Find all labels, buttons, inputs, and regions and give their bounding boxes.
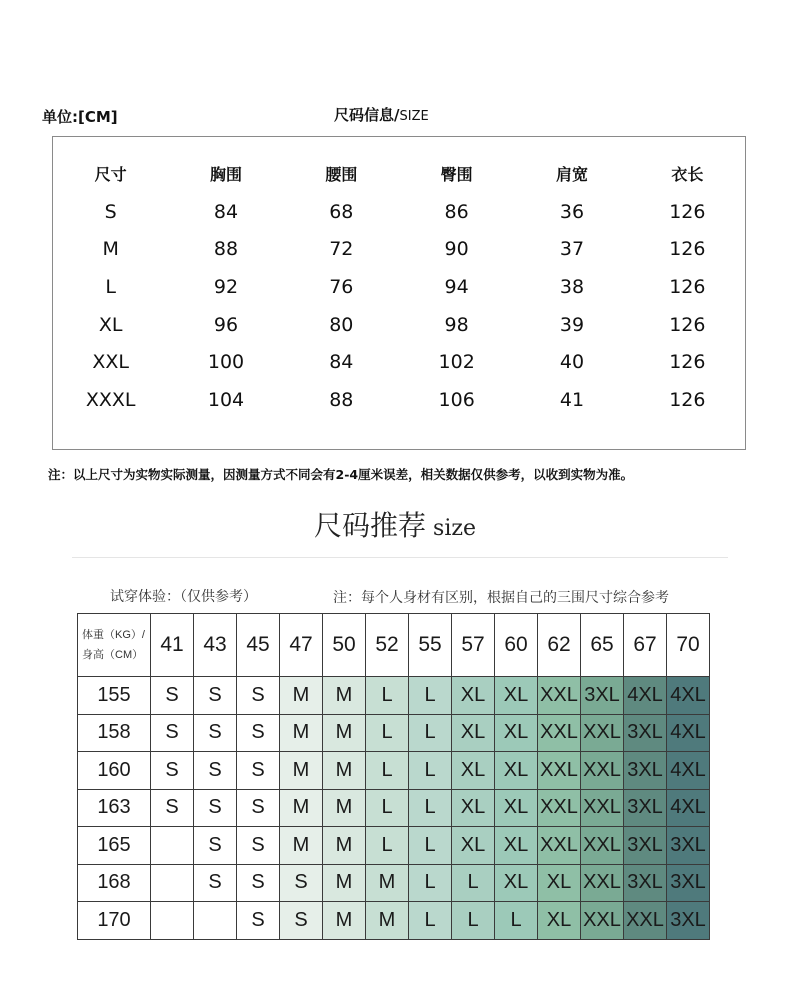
recommended-size-cell: XL: [452, 677, 495, 715]
recommended-size-cell: L: [409, 864, 452, 902]
recommendation-title-en: size: [426, 516, 476, 541]
recommended-size-cell: XL: [538, 902, 581, 940]
size-cell-size: M: [102, 238, 119, 261]
recommended-size-cell: XL: [495, 864, 538, 902]
recommended-size-cell: S: [151, 752, 194, 790]
height-cell: 160: [78, 752, 151, 790]
recommended-size-cell: S: [237, 902, 280, 940]
recommendation-title-cn: 尺码推荐: [314, 509, 427, 542]
weight-header-cell: 52: [366, 614, 409, 677]
height-cell: 163: [78, 789, 151, 827]
recommended-size-cell: M: [323, 677, 366, 715]
size-cell-waist: 80: [329, 313, 354, 336]
recommended-size-cell: S: [194, 789, 237, 827]
recommended-size-cell: L: [366, 789, 409, 827]
recommended-size-cell: 3XL: [667, 827, 710, 865]
size-cell-bust: 92: [213, 275, 239, 298]
recommended-size-cell: [151, 864, 194, 902]
weight-header-cell: 67: [624, 614, 667, 677]
recommended-size-cell: 3XL: [667, 864, 710, 902]
unit-label: 单位:[CM]: [42, 108, 118, 126]
size-chart-header-row: [53, 137, 745, 193]
recommended-size-cell: S: [194, 827, 237, 865]
recommended-size-cell: XL: [495, 714, 538, 752]
size-chart-table: [53, 137, 745, 419]
recommended-size-cell: XXL: [624, 902, 667, 940]
recommended-size-cell: XXL: [581, 864, 624, 902]
size-cell-bust: 84: [213, 200, 239, 223]
recommended-size-cell: [194, 902, 237, 940]
size-cell-waist: 72: [329, 238, 354, 261]
size-chart-row: [53, 306, 745, 344]
header-cell-bust: 胸围: [209, 164, 242, 184]
recommended-size-cell: M: [323, 789, 366, 827]
recommended-size-cell: M: [366, 902, 409, 940]
recommended-size-cell: XXL: [538, 752, 581, 790]
height-cell: 158: [78, 714, 151, 752]
recommended-size-cell: XL: [452, 789, 495, 827]
header-cell-hip: 臀围: [440, 164, 473, 184]
recommended-size-cell: 4XL: [667, 789, 710, 827]
recommended-size-cell: 3XL: [624, 789, 667, 827]
size-cell-hip: 106: [438, 388, 475, 411]
recommended-size-cell: 3XL: [624, 752, 667, 790]
recommended-size-cell: XL: [495, 752, 538, 790]
header-cell-length: 衣长: [671, 164, 704, 184]
measurement-note: 注：以上尺寸为实物实际测量，因测量方式不同会有2-4厘米误差，相关数据仅供参考，以收到实物为准。: [48, 467, 634, 482]
height-row: [78, 902, 710, 940]
weight-header-cell: 41: [151, 614, 194, 677]
recommended-size-cell: 3XL: [624, 864, 667, 902]
recommended-size-cell: M: [280, 714, 323, 752]
recommended-size-cell: XXL: [538, 827, 581, 865]
recommended-size-cell: L: [409, 714, 452, 752]
recommended-size-cell: S: [194, 677, 237, 715]
recommended-size-cell: M: [323, 827, 366, 865]
weight-header-cell: 43: [194, 614, 237, 677]
size-info-title: [334, 104, 429, 125]
corner-cell: [78, 614, 151, 677]
size-chart-row: [53, 268, 745, 306]
size-cell-hip: 94: [444, 275, 469, 298]
recommended-size-cell: L: [452, 864, 495, 902]
height-row: [78, 789, 710, 827]
recommended-size-cell: L: [409, 677, 452, 715]
header-cell-waist: 腰围: [325, 164, 358, 184]
height-row: [78, 677, 710, 715]
size-cell-shoulder: 36: [559, 200, 585, 223]
size-cell-size: XL: [98, 313, 123, 336]
size-cell-length: 126: [669, 313, 706, 336]
size-info-title-cn: 尺码信息/: [334, 106, 400, 124]
recommended-size-cell: M: [280, 789, 323, 827]
height-cell: 165: [78, 827, 151, 865]
size-cell-length: 126: [669, 200, 706, 223]
recommended-size-cell: M: [323, 864, 366, 902]
size-cell-bust: 96: [213, 313, 239, 336]
recommended-size-cell: L: [409, 902, 452, 940]
recommended-size-cell: M: [323, 902, 366, 940]
recommended-size-cell: S: [194, 752, 237, 790]
recommended-size-cell: L: [366, 752, 409, 790]
recommended-size-cell: S: [237, 714, 280, 752]
recommended-size-cell: L: [366, 827, 409, 865]
recommended-size-cell: XXL: [581, 902, 624, 940]
recommended-size-cell: XL: [452, 752, 495, 790]
size-cell-length: 126: [669, 275, 706, 298]
weight-header-cell: 60: [495, 614, 538, 677]
recommendation-title: [0, 504, 790, 544]
height-cell: 170: [78, 902, 151, 940]
recommended-size-cell: XXL: [538, 789, 581, 827]
recommended-size-cell: XL: [452, 827, 495, 865]
recommended-size-cell: M: [280, 827, 323, 865]
size-cell-bust: 100: [207, 351, 245, 374]
recommended-size-cell: [151, 827, 194, 865]
size-cell-hip: 98: [444, 313, 469, 336]
recommended-size-cell: L: [366, 677, 409, 715]
size-cell-shoulder: 37: [559, 238, 585, 261]
recommended-size-cell: XL: [452, 714, 495, 752]
size-cell-size: L: [105, 275, 116, 298]
try-on-note: 注：每个人身材有区别，根据自己的三围尺寸综合参考: [333, 590, 669, 606]
recommended-size-cell: S: [151, 677, 194, 715]
size-cell-shoulder: 39: [559, 313, 585, 336]
recommended-size-cell: 3XL: [624, 827, 667, 865]
height-row: [78, 827, 710, 865]
size-cell-size: XXXL: [85, 388, 136, 411]
recommended-size-cell: S: [237, 789, 280, 827]
size-recommendation-table: [77, 613, 710, 940]
recommended-size-cell: M: [366, 864, 409, 902]
recommended-size-cell: XXL: [581, 789, 624, 827]
recommended-size-cell: L: [452, 902, 495, 940]
recommended-size-cell: 3XL: [624, 714, 667, 752]
recommended-size-cell: XL: [495, 677, 538, 715]
recommended-size-cell: XL: [495, 827, 538, 865]
recommended-size-cell: 4XL: [667, 752, 710, 790]
recommended-size-cell: 3XL: [667, 902, 710, 940]
recommended-size-cell: S: [237, 677, 280, 715]
size-cell-bust: 88: [213, 238, 239, 261]
size-cell-waist: 84: [329, 351, 354, 374]
height-row: [78, 714, 710, 752]
recommended-size-cell: 4XL: [667, 714, 710, 752]
height-cell: 155: [78, 677, 151, 715]
size-cell-hip: 86: [444, 200, 469, 223]
recommended-size-cell: L: [409, 789, 452, 827]
size-cell-waist: 88: [329, 388, 354, 411]
recommended-size-cell: XXL: [581, 827, 624, 865]
recommended-size-cell: S: [194, 714, 237, 752]
header-cell-shoulder: 肩宽: [555, 164, 588, 184]
height-row: [78, 752, 710, 790]
recommended-size-cell: 3XL: [581, 677, 624, 715]
try-on-label: 试穿体验：（仅供参考）: [110, 589, 257, 605]
size-chart-row: [53, 193, 745, 231]
recommended-size-cell: M: [323, 714, 366, 752]
size-cell-length: 126: [669, 388, 706, 411]
size-cell-size: XXL: [92, 351, 129, 374]
recommended-size-cell: S: [237, 864, 280, 902]
recommended-size-cell: S: [151, 714, 194, 752]
recommended-size-cell: S: [280, 902, 323, 940]
weight-header-cell: 47: [280, 614, 323, 677]
recommended-size-cell: M: [323, 752, 366, 790]
header-cell-size: 尺寸: [94, 164, 127, 184]
size-cell-length: 126: [669, 238, 706, 261]
size-cell-waist: 76: [329, 275, 354, 298]
recommended-size-cell: S: [194, 864, 237, 902]
recommended-size-cell: XL: [538, 864, 581, 902]
recommended-size-cell: 4XL: [667, 677, 710, 715]
weight-header-cell: 55: [409, 614, 452, 677]
size-cell-shoulder: 38: [559, 275, 585, 298]
recommended-size-cell: XXL: [538, 677, 581, 715]
size-chart-box: [52, 136, 746, 450]
recommended-size-cell: S: [237, 827, 280, 865]
size-chart-row: [53, 343, 745, 381]
size-chart-row: [53, 381, 745, 419]
recommended-size-cell: M: [280, 677, 323, 715]
weight-header-cell: 65: [581, 614, 624, 677]
size-info-title-en: SIZE: [399, 109, 429, 124]
recommended-size-cell: XXL: [581, 714, 624, 752]
weight-header-cell: 50: [323, 614, 366, 677]
size-cell-shoulder: 40: [559, 351, 585, 374]
recommended-size-cell: S: [151, 789, 194, 827]
recommended-size-cell: L: [409, 827, 452, 865]
height-row: [78, 864, 710, 902]
size-cell-size: S: [104, 200, 117, 223]
recommended-size-cell: S: [237, 752, 280, 790]
recommended-size-cell: XXL: [538, 714, 581, 752]
weight-header-cell: 62: [538, 614, 581, 677]
recommended-size-cell: L: [409, 752, 452, 790]
size-cell-shoulder: 41: [559, 388, 585, 411]
size-cell-hip: 90: [444, 238, 469, 261]
corner-weight-label: 体重（KG）/: [82, 629, 145, 641]
recommended-size-cell: XL: [495, 789, 538, 827]
height-cell: 168: [78, 864, 151, 902]
weight-header-cell: 70: [667, 614, 710, 677]
recommended-size-cell: L: [495, 902, 538, 940]
size-cell-bust: 104: [207, 388, 245, 411]
recommended-size-cell: XXL: [581, 752, 624, 790]
size-cell-length: 126: [669, 351, 706, 374]
weight-header-cell: 45: [237, 614, 280, 677]
size-cell-hip: 102: [438, 351, 475, 374]
recommended-size-cell: 4XL: [624, 677, 667, 715]
corner-height-label: 身高（CM）: [82, 649, 144, 661]
recommended-size-cell: S: [280, 864, 323, 902]
weight-header-cell: 57: [452, 614, 495, 677]
weight-header-row: [78, 614, 710, 677]
size-cell-waist: 68: [329, 200, 354, 223]
recommended-size-cell: L: [366, 714, 409, 752]
title-divider: [72, 557, 728, 558]
recommended-size-cell: M: [280, 752, 323, 790]
recommended-size-cell: [151, 902, 194, 940]
size-chart-row: [53, 231, 745, 269]
